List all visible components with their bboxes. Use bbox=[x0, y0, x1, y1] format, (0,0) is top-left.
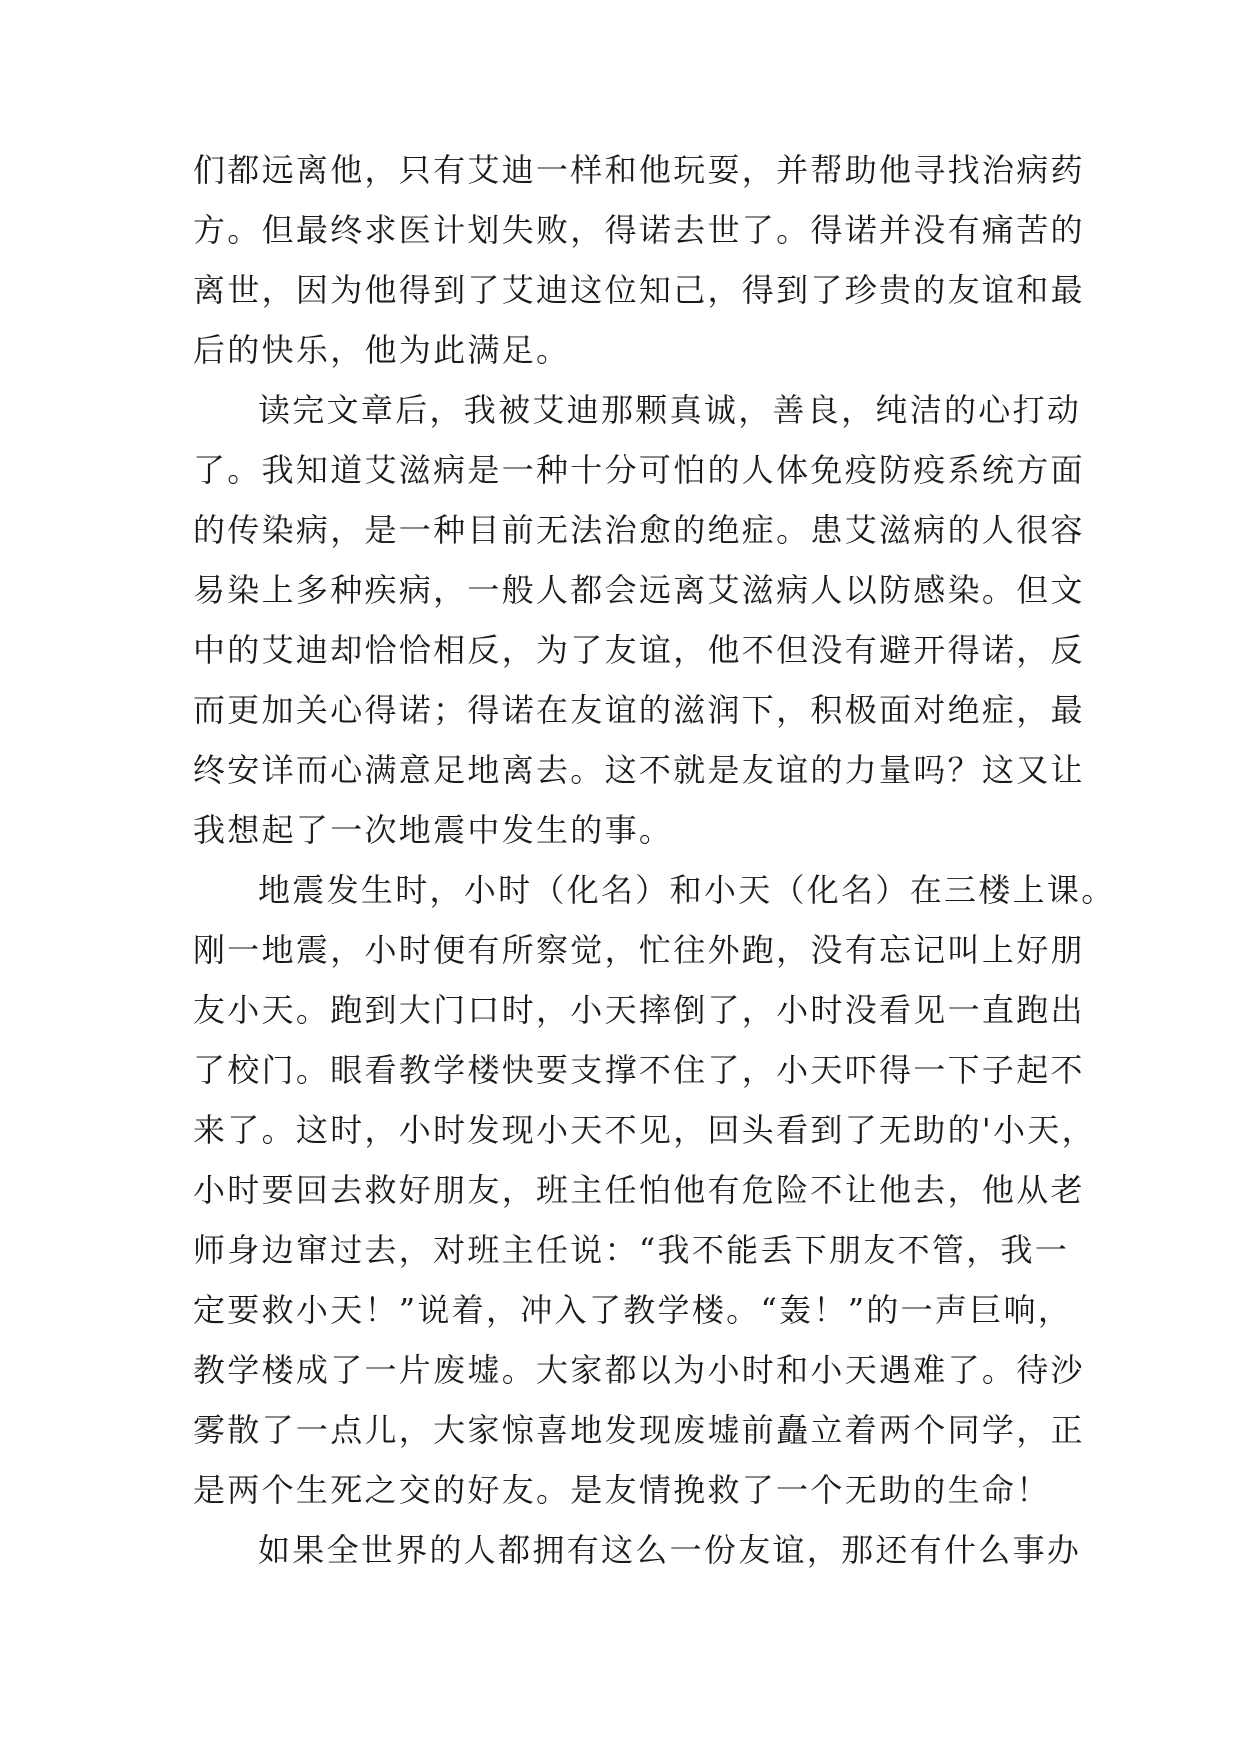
text-line: 易染上多种疾病，一般人都会远离艾滋病人以防感染。但文 bbox=[193, 571, 1085, 609]
text-line: 雾散了一点儿，大家惊喜地发现废墟前矗立着两个同学，正 bbox=[193, 1411, 1085, 1449]
text-line: 刚一地震，小时便有所察觉，忙往外跑，没有忘记叫上好朋 bbox=[193, 931, 1085, 969]
text-line: 来了。这时，小时发现小天不见，回头看到了无助的'小天， bbox=[193, 1111, 1096, 1149]
paragraph-first-line: 如果全世界的人都拥有这么一份友谊，那还有什么事办 bbox=[258, 1531, 1082, 1569]
text-line: 小时要回去救好朋友，班主任怕他有危险不让他去，他从老 bbox=[193, 1171, 1085, 1209]
text-line: 后的快乐，他为此满足。 bbox=[193, 331, 571, 369]
text-line: 们都远离他，只有艾迪一样和他玩耍，并帮助他寻找治病药 bbox=[193, 151, 1085, 189]
text-line: 终安详而心满意足地离去。这不就是友谊的力量吗？这又让 bbox=[193, 751, 1085, 789]
text-line: 方。但最终求医计划失败，得诺去世了。得诺并没有痛苦的 bbox=[193, 211, 1085, 249]
text-line: 的传染病，是一种目前无法治愈的绝症。患艾滋病的人很容 bbox=[193, 511, 1085, 549]
paragraph-first-line: 地震发生时，小时（化名）和小天（化名）在三楼上课。 bbox=[258, 871, 1116, 909]
text-line: 定要救小天！”说着，冲入了教学楼。“轰！”的一声巨响， bbox=[193, 1291, 1073, 1329]
text-line: 教学楼成了一片废墟。大家都以为小时和小天遇难了。待沙 bbox=[193, 1351, 1085, 1389]
text-line: 中的艾迪却恰恰相反，为了友谊，他不但没有避开得诺，反 bbox=[193, 631, 1085, 669]
text-line: 是两个生死之交的好友。是友情挽救了一个无助的生命！ bbox=[193, 1471, 1051, 1509]
text-line: 了。我知道艾滋病是一种十分可怕的人体免疫防疫系统方面 bbox=[193, 451, 1085, 489]
text-line: 而更加关心得诺；得诺在友谊的滋润下，积极面对绝症，最 bbox=[193, 691, 1085, 729]
text-line: 离世，因为他得到了艾迪这位知己，得到了珍贵的友谊和最 bbox=[193, 271, 1085, 309]
text-line: 师身边窜过去，对班主任说：“我不能丢下朋友不管，我一 bbox=[193, 1231, 1070, 1269]
text-line: 友小天。跑到大门口时，小天摔倒了，小时没看见一直跑出 bbox=[193, 991, 1085, 1029]
text-line: 了校门。眼看教学楼快要支撑不住了，小天吓得一下子起不 bbox=[193, 1051, 1085, 1089]
text-line: 我想起了一次地震中发生的事。 bbox=[193, 811, 674, 849]
paragraph-first-line: 读完文章后，我被艾迪那颗真诚，善良，纯洁的心打动 bbox=[258, 391, 1082, 429]
